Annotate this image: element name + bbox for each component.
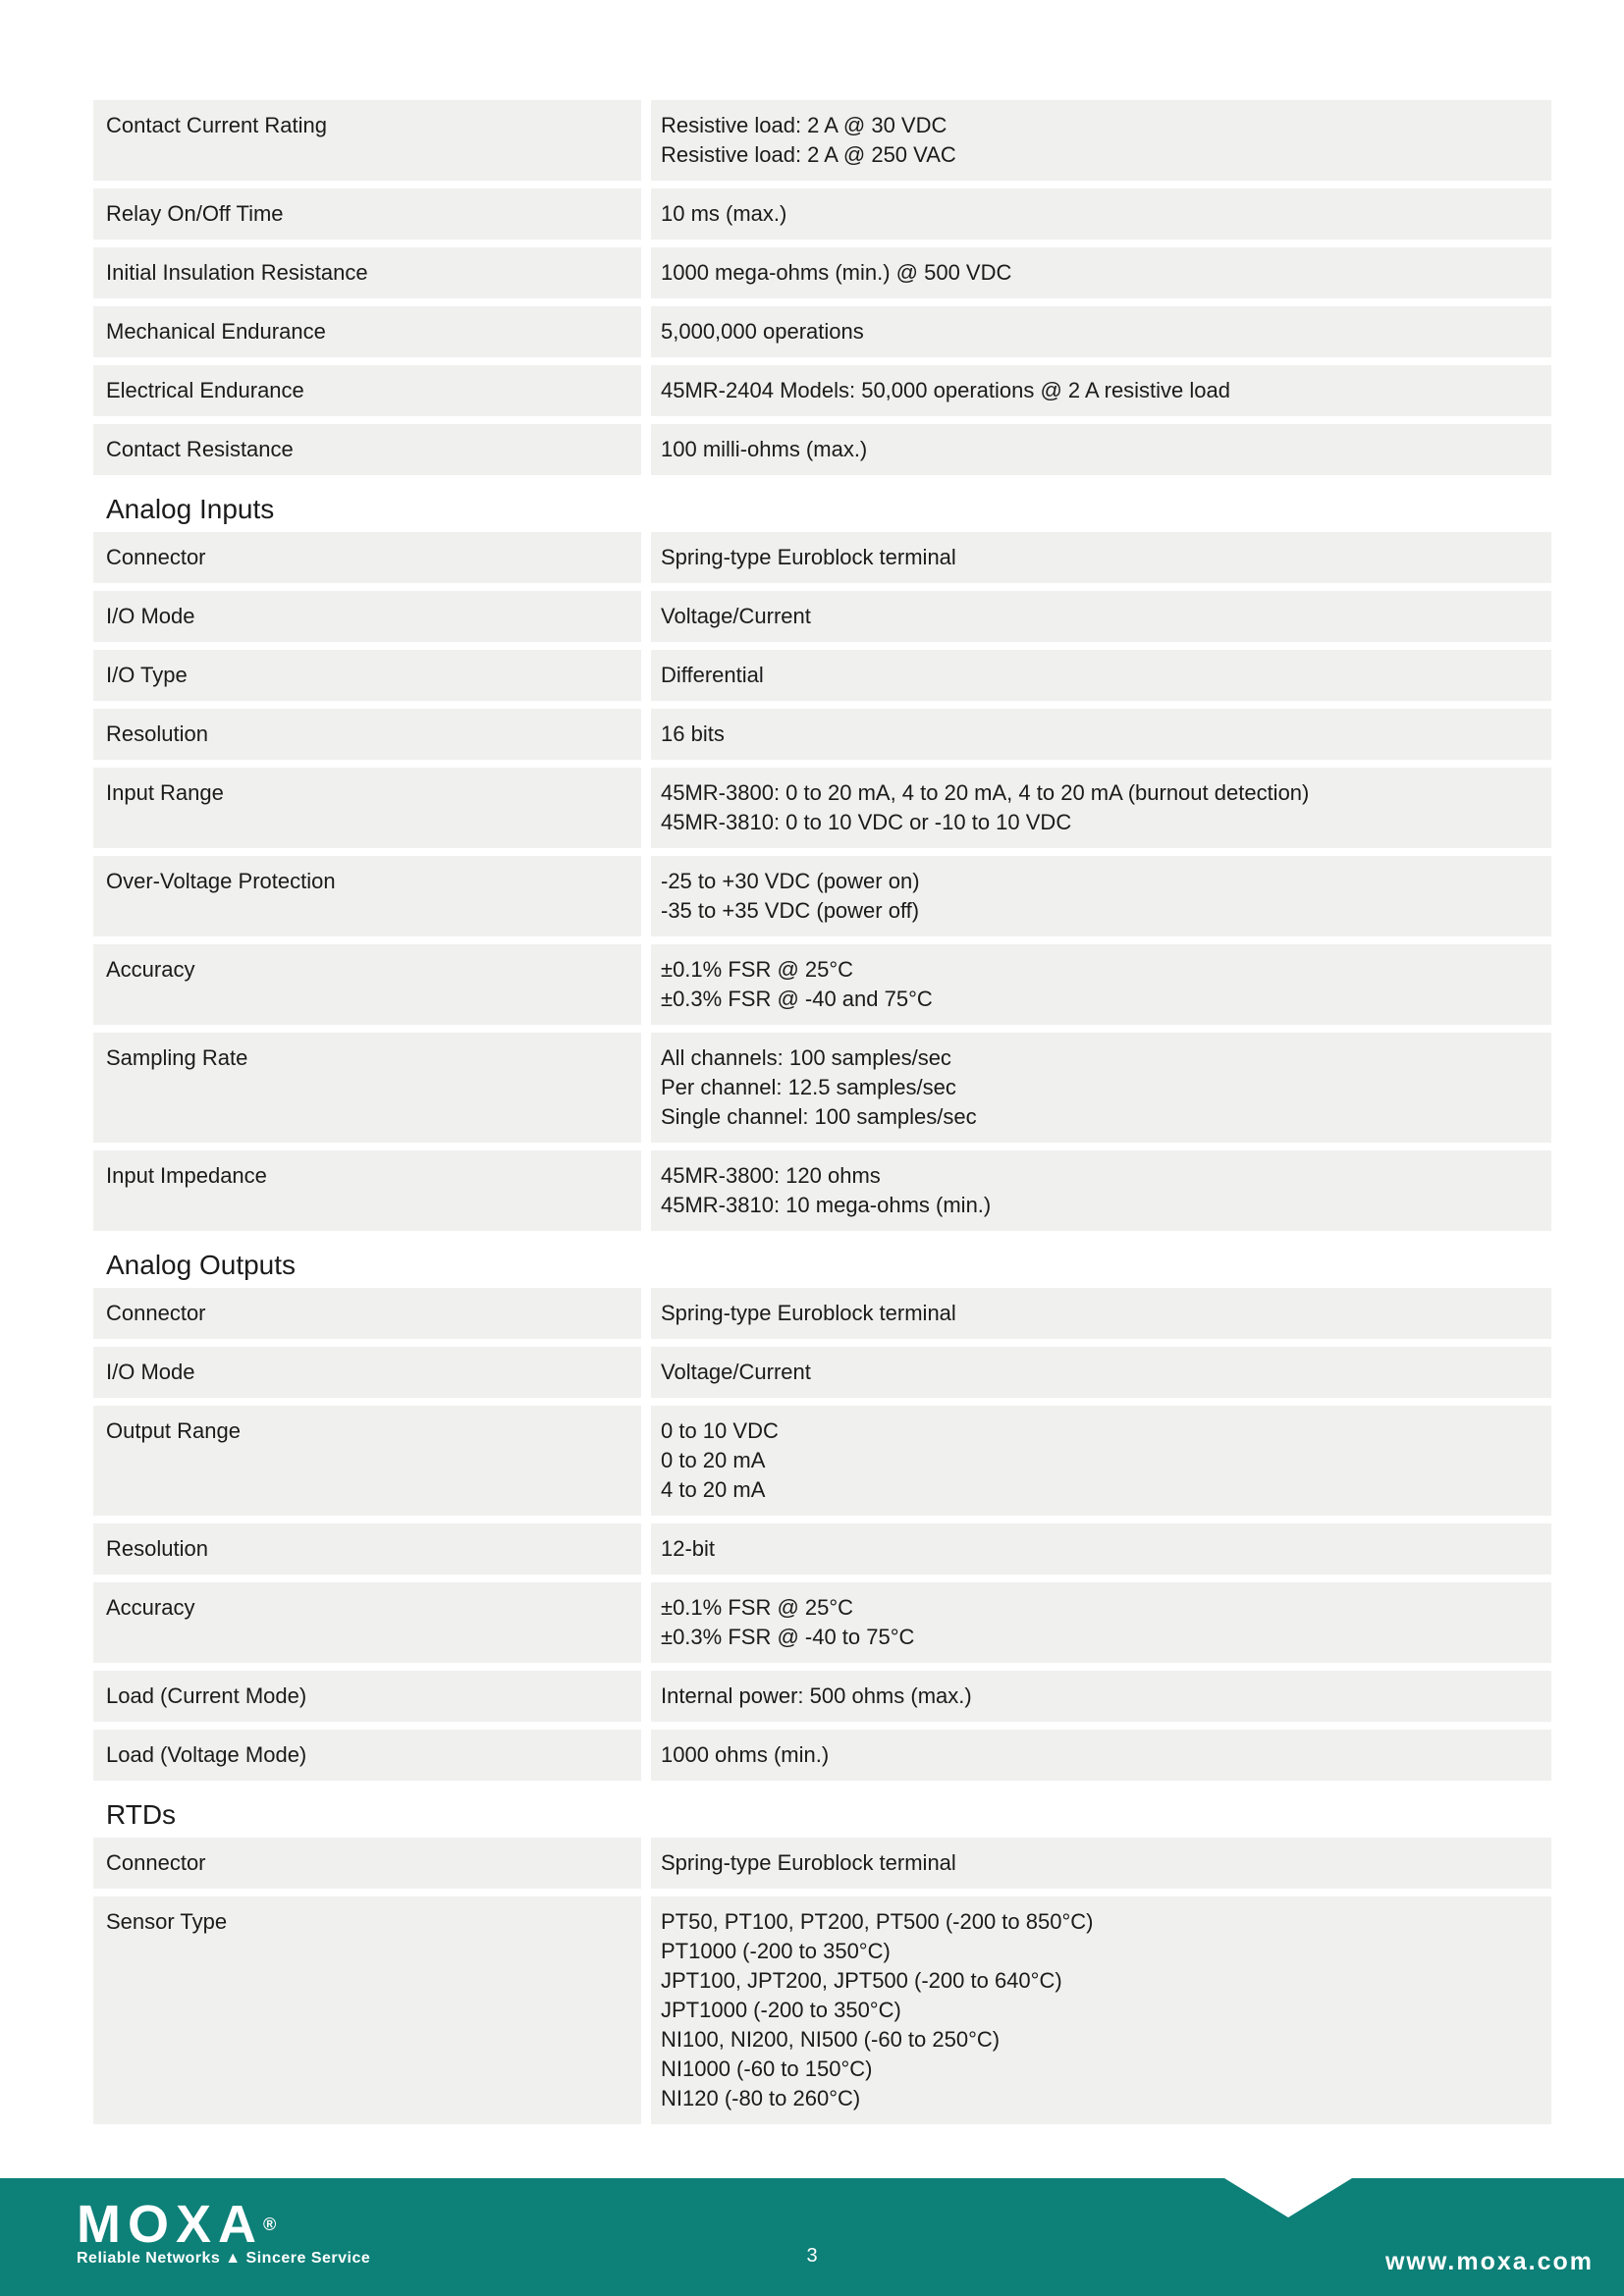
spec-value-line: ±0.3% FSR @ -40 to 75°C bbox=[661, 1625, 915, 1649]
table-row bbox=[93, 1730, 1551, 1781]
spec-label: Resolution bbox=[93, 1523, 641, 1575]
table-row bbox=[93, 1896, 1551, 2124]
spec-value-line: ±0.3% FSR @ -40 and 75°C bbox=[661, 987, 933, 1011]
table-row bbox=[93, 188, 1551, 240]
spec-value bbox=[651, 1347, 1551, 1398]
spec-value-line: JPT1000 (-200 to 350°C) bbox=[661, 1998, 901, 2022]
spec-value bbox=[651, 944, 1551, 1025]
spec-value-line: All channels: 100 samples/sec bbox=[661, 1045, 951, 1070]
table-row bbox=[93, 306, 1551, 357]
spec-label: I/O Mode bbox=[93, 591, 641, 642]
table-row bbox=[93, 247, 1551, 298]
spec-value-line: Single channel: 100 samples/sec bbox=[661, 1104, 977, 1129]
spec-table bbox=[93, 100, 1551, 2132]
spec-label: Relay On/Off Time bbox=[93, 188, 641, 240]
spec-value-line: Per channel: 12.5 samples/sec bbox=[661, 1075, 956, 1099]
spec-value-line: 1000 ohms (min.) bbox=[661, 1742, 830, 1767]
spec-value-line: JPT100, JPT200, JPT500 (-200 to 640°C) bbox=[661, 1968, 1062, 1993]
spec-value bbox=[651, 1033, 1551, 1143]
table-row bbox=[93, 1347, 1551, 1398]
table-row bbox=[93, 1671, 1551, 1722]
spec-value bbox=[651, 1288, 1551, 1339]
spec-label: I/O Mode bbox=[93, 1347, 641, 1398]
spec-value bbox=[651, 1582, 1551, 1663]
spec-value-line: 100 milli-ohms (max.) bbox=[661, 437, 868, 461]
spec-value-line: Differential bbox=[661, 663, 764, 687]
spec-value-line: Spring-type Euroblock terminal bbox=[661, 1850, 956, 1875]
spec-value bbox=[651, 1523, 1551, 1575]
table-row bbox=[93, 1838, 1551, 1889]
spec-value-line: 5,000,000 operations bbox=[661, 319, 864, 344]
spec-label: Contact Resistance bbox=[93, 424, 641, 475]
spec-value-line: Spring-type Euroblock terminal bbox=[661, 545, 956, 569]
table-row bbox=[93, 365, 1551, 416]
spec-value bbox=[651, 100, 1551, 181]
spec-value-line: Internal power: 500 ohms (max.) bbox=[661, 1683, 972, 1708]
spec-label: Mechanical Endurance bbox=[93, 306, 641, 357]
table-row bbox=[93, 650, 1551, 701]
spec-value-line: 45MR-2404 Models: 50,000 operations @ 2 A resistive load bbox=[661, 378, 1231, 402]
spec-value-line: Spring-type Euroblock terminal bbox=[661, 1301, 956, 1325]
spec-value bbox=[651, 188, 1551, 240]
spec-label: Accuracy bbox=[93, 944, 641, 1025]
table-row bbox=[93, 1523, 1551, 1575]
registered-trademark-icon: ® bbox=[263, 2215, 277, 2234]
spec-label: Connector bbox=[93, 1838, 641, 1889]
table-row bbox=[93, 1150, 1551, 1231]
table-row bbox=[93, 1406, 1551, 1516]
spec-value-line: 45MR-3800: 120 ohms bbox=[661, 1163, 881, 1188]
table-row bbox=[93, 424, 1551, 475]
spec-value-line: ±0.1% FSR @ 25°C bbox=[661, 957, 854, 982]
table-row bbox=[93, 944, 1551, 1025]
spec-value bbox=[651, 1838, 1551, 1889]
spec-label: Input Impedance bbox=[93, 1150, 641, 1231]
spec-label: Output Range bbox=[93, 1406, 641, 1516]
spec-value bbox=[651, 856, 1551, 936]
website-link[interactable]: www.moxa.com bbox=[1384, 2248, 1594, 2275]
spec-label: Resolution bbox=[93, 709, 641, 760]
spec-value bbox=[651, 1406, 1551, 1516]
spec-value-line: NI1000 (-60 to 150°C) bbox=[661, 2056, 873, 2081]
table-row bbox=[93, 768, 1551, 848]
table-row bbox=[93, 1582, 1551, 1663]
spec-label: I/O Type bbox=[93, 650, 641, 701]
spec-value-line: NI100, NI200, NI500 (-60 to 250°C) bbox=[661, 2027, 1001, 2052]
spec-value-line: 45MR-3810: 10 mega-ohms (min.) bbox=[661, 1193, 992, 1217]
spec-value bbox=[651, 424, 1551, 475]
spec-value bbox=[651, 306, 1551, 357]
logo-text: MOXA bbox=[77, 2195, 263, 2254]
spec-value bbox=[651, 1730, 1551, 1781]
table-row bbox=[93, 1033, 1551, 1143]
table-row bbox=[93, 532, 1551, 583]
spec-value-line: 1000 mega-ohms (min.) @ 500 VDC bbox=[661, 260, 1012, 285]
table-row bbox=[93, 591, 1551, 642]
spec-value-line: NI120 (-80 to 260°C) bbox=[661, 2086, 861, 2110]
spec-value bbox=[651, 1896, 1551, 2124]
spec-label: Connector bbox=[93, 1288, 641, 1339]
spec-value-line: -25 to +30 VDC (power on) bbox=[661, 869, 920, 893]
spec-value-line: 0 to 20 mA bbox=[661, 1448, 766, 1472]
spec-value-line: Resistive load: 2 A @ 30 VDC bbox=[661, 113, 947, 137]
spec-value bbox=[651, 768, 1551, 848]
table-row bbox=[93, 856, 1551, 936]
spec-value-line: Voltage/Current bbox=[661, 1360, 811, 1384]
spec-value bbox=[651, 1671, 1551, 1722]
spec-value-line: PT1000 (-200 to 350°C) bbox=[661, 1939, 891, 1963]
spec-value bbox=[651, 365, 1551, 416]
spec-label: Input Range bbox=[93, 768, 641, 848]
spec-label: Over-Voltage Protection bbox=[93, 856, 641, 936]
logo-wordmark bbox=[77, 2195, 370, 2254]
spec-label: Contact Current Rating bbox=[93, 100, 641, 181]
spec-value-line: 10 ms (max.) bbox=[661, 201, 787, 226]
spec-value-line: ±0.1% FSR @ 25°C bbox=[661, 1595, 854, 1620]
table-row bbox=[93, 709, 1551, 760]
spec-label: Accuracy bbox=[93, 1582, 641, 1663]
spec-label: Connector bbox=[93, 532, 641, 583]
section-title: Analog Outputs bbox=[106, 1250, 297, 1280]
page-number: 3 bbox=[806, 2245, 818, 2267]
spec-value-line: 4 to 20 mA bbox=[661, 1477, 766, 1502]
spec-value-line: 0 to 10 VDC bbox=[661, 1418, 779, 1443]
spec-label: Electrical Endurance bbox=[93, 365, 641, 416]
spec-value-line: 16 bits bbox=[661, 721, 725, 746]
page-footer bbox=[0, 2178, 1624, 2296]
spec-value-line: PT50, PT100, PT200, PT500 (-200 to 850°C) bbox=[661, 1909, 1094, 1934]
spec-value-line: -35 to +35 VDC (power off) bbox=[661, 898, 920, 923]
spec-value bbox=[651, 1150, 1551, 1231]
spec-value bbox=[651, 247, 1551, 298]
spec-value-line: Voltage/Current bbox=[661, 604, 811, 628]
table-row bbox=[93, 1288, 1551, 1339]
logo-tagline: Reliable Networks ▲ Sincere Service bbox=[77, 2250, 371, 2267]
spec-value-line: 45MR-3810: 0 to 10 VDC or -10 to 10 VDC bbox=[661, 810, 1072, 834]
spec-value bbox=[651, 591, 1551, 642]
footer-notch-icon bbox=[1224, 2178, 1352, 2217]
spec-value-line: Resistive load: 2 A @ 250 VAC bbox=[661, 142, 956, 167]
spec-label: Sensor Type bbox=[93, 1896, 641, 2124]
table-row bbox=[93, 100, 1551, 181]
spec-value bbox=[651, 709, 1551, 760]
spec-value-line: 12-bit bbox=[661, 1536, 716, 1561]
spec-value-line: 45MR-3800: 0 to 20 mA, 4 to 20 mA, 4 to 20 mA (burnout detection) bbox=[661, 780, 1310, 805]
spec-label: Load (Voltage Mode) bbox=[93, 1730, 641, 1781]
section-title: Analog Inputs bbox=[106, 494, 275, 524]
spec-label: Load (Current Mode) bbox=[93, 1671, 641, 1722]
spec-label: Initial Insulation Resistance bbox=[93, 247, 641, 298]
spec-value bbox=[651, 532, 1551, 583]
section-title: RTDs bbox=[106, 1799, 177, 1830]
spec-value bbox=[651, 650, 1551, 701]
spec-label: Sampling Rate bbox=[93, 1033, 641, 1143]
